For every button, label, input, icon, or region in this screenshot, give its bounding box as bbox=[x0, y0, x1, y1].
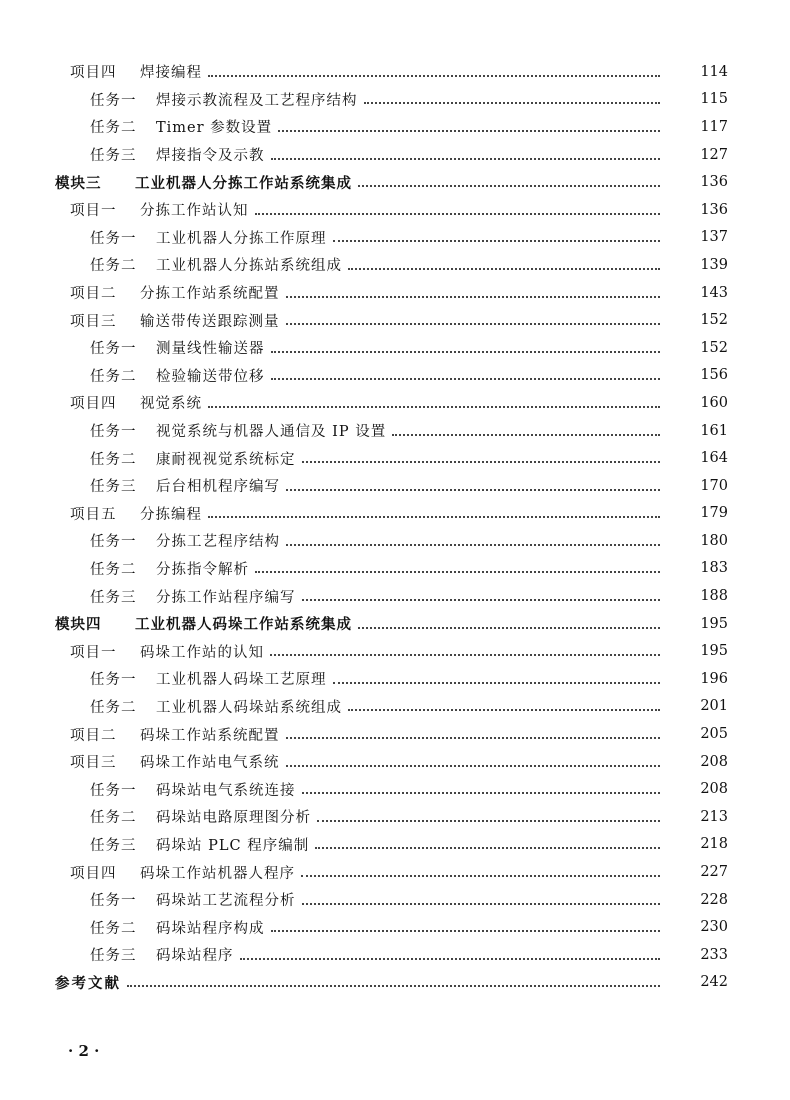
toc-entry-title: 检验输送带位移 bbox=[156, 368, 265, 385]
toc-entry[interactable] bbox=[0, 224, 790, 252]
toc-entry-label: 模块三 bbox=[55, 175, 102, 192]
toc-entry-title: 码垛工作站系统配置 bbox=[140, 727, 280, 744]
toc-entry-page: 156 bbox=[700, 367, 728, 384]
toc-entry[interactable] bbox=[0, 58, 790, 86]
toc-entry[interactable] bbox=[0, 141, 790, 169]
toc-entry-label: 任务一 bbox=[90, 534, 137, 551]
toc-entry-label: 任务一 bbox=[90, 782, 137, 799]
table-of-contents bbox=[0, 58, 790, 996]
toc-entry-title: 后台相机程序编写 bbox=[156, 479, 280, 496]
toc-entry[interactable] bbox=[0, 941, 790, 969]
toc-entry-page: 136 bbox=[700, 174, 728, 191]
toc-entry-title: 码垛站电气系统连接 bbox=[156, 782, 296, 799]
toc-entry[interactable] bbox=[0, 886, 790, 914]
dot-leader bbox=[127, 985, 660, 987]
toc-entry-title: 码垛工作站的认知 bbox=[140, 644, 264, 661]
toc-entry-label: 项目一 bbox=[70, 203, 117, 220]
toc-entry[interactable] bbox=[0, 610, 790, 638]
toc-entry-page: 196 bbox=[700, 670, 728, 687]
toc-entry-label: 项目五 bbox=[70, 506, 117, 523]
toc-entry[interactable] bbox=[0, 527, 790, 555]
toc-entry-label: 任务一 bbox=[90, 893, 137, 910]
toc-entry-label: 任务二 bbox=[90, 120, 137, 137]
toc-entry-page: 242 bbox=[700, 974, 728, 991]
dot-leader bbox=[358, 185, 660, 187]
toc-entry-title: 码垛工作站电气系统 bbox=[140, 755, 280, 772]
dot-leader bbox=[333, 240, 661, 242]
toc-entry-label: 项目四 bbox=[70, 65, 117, 82]
toc-entry-title: 工业机器人分拣站系统组成 bbox=[156, 258, 342, 275]
dot-leader bbox=[286, 296, 661, 298]
toc-entry-page: 137 bbox=[700, 229, 728, 246]
toc-entry-label: 项目四 bbox=[70, 865, 117, 882]
toc-entry[interactable] bbox=[0, 831, 790, 859]
dot-leader bbox=[315, 847, 660, 849]
toc-entry[interactable] bbox=[0, 775, 790, 803]
dot-leader bbox=[301, 875, 660, 877]
toc-entry-title: 焊接编程 bbox=[140, 65, 202, 82]
toc-entry-title: 码垛工作站机器人程序 bbox=[140, 865, 295, 882]
dot-leader bbox=[392, 434, 660, 436]
dot-leader bbox=[271, 930, 661, 932]
toc-entry-page: 152 bbox=[700, 339, 728, 356]
toc-entry[interactable] bbox=[0, 251, 790, 279]
dot-leader bbox=[271, 351, 661, 353]
toc-entry-label: 项目一 bbox=[70, 644, 117, 661]
toc-entry[interactable] bbox=[0, 637, 790, 665]
toc-entry-title: 分拣指令解析 bbox=[156, 561, 249, 578]
toc-entry-page: 152 bbox=[700, 312, 728, 329]
toc-entry-label: 任务二 bbox=[90, 920, 137, 937]
toc-entry-label: 项目二 bbox=[70, 727, 117, 744]
toc-entry-title: 工业机器人分拣工作站系统集成 bbox=[135, 175, 352, 192]
toc-entry-title: 工业机器人码垛工作站系统集成 bbox=[135, 617, 352, 634]
dot-leader bbox=[317, 820, 660, 822]
dot-leader bbox=[240, 958, 661, 960]
toc-entry[interactable] bbox=[0, 168, 790, 196]
toc-entry-page: 201 bbox=[700, 698, 728, 715]
dot-leader bbox=[208, 75, 660, 77]
toc-entry-title: 视觉系统 bbox=[140, 396, 202, 413]
toc-entry-page: 208 bbox=[700, 753, 728, 770]
toc-entry-label: 项目四 bbox=[70, 396, 117, 413]
toc-entry-page: 205 bbox=[700, 726, 728, 743]
toc-entry-page: 183 bbox=[700, 560, 728, 577]
toc-entry[interactable] bbox=[0, 113, 790, 141]
dot-leader bbox=[302, 903, 661, 905]
toc-entry-label: 任务一 bbox=[90, 672, 137, 689]
toc-entry-label: 任务二 bbox=[90, 699, 137, 716]
toc-entry-label: 项目三 bbox=[70, 313, 117, 330]
dot-leader bbox=[286, 323, 661, 325]
toc-entry-label: 任务二 bbox=[90, 451, 137, 468]
toc-entry-page: 136 bbox=[700, 201, 728, 218]
dot-leader bbox=[271, 158, 661, 160]
toc-entry-title: 视觉系统与机器人通信及 IP 设置 bbox=[156, 424, 387, 441]
toc-entry-page: 213 bbox=[700, 808, 728, 825]
toc-entry-page: 195 bbox=[700, 615, 728, 632]
toc-entry-page: 115 bbox=[700, 91, 728, 108]
toc-entry-page: 233 bbox=[700, 946, 728, 963]
toc-entry-title: 测量线性输送器 bbox=[156, 341, 265, 358]
toc-entry-title: 焊接示教流程及工艺程序结构 bbox=[156, 92, 358, 109]
toc-entry[interactable] bbox=[0, 86, 790, 114]
dot-leader bbox=[208, 406, 660, 408]
toc-entry-page: 117 bbox=[700, 118, 728, 135]
toc-entry-title: 工业机器人分拣工作原理 bbox=[156, 230, 327, 247]
toc-entry-page: 218 bbox=[700, 836, 728, 853]
toc-entry-label: 任务二 bbox=[90, 561, 137, 578]
toc-entry-page: 227 bbox=[700, 864, 728, 881]
toc-entry-page: 230 bbox=[700, 919, 728, 936]
dot-leader bbox=[255, 213, 661, 215]
toc-entry-title: 工业机器人码垛站系统组成 bbox=[156, 699, 342, 716]
toc-entry[interactable] bbox=[0, 389, 790, 417]
toc-entry-page: 139 bbox=[700, 256, 728, 273]
toc-entry-label: 任务三 bbox=[90, 589, 137, 606]
toc-entry-page: 164 bbox=[700, 450, 728, 467]
toc-entry[interactable] bbox=[0, 858, 790, 886]
toc-entry-label: 任务二 bbox=[90, 810, 137, 827]
dot-leader bbox=[302, 461, 661, 463]
dot-leader bbox=[286, 544, 660, 546]
dot-leader bbox=[255, 571, 660, 573]
toc-entry-label: 模块四 bbox=[55, 617, 102, 634]
toc-entry-title: 码垛站 PLC 程序编制 bbox=[156, 837, 310, 854]
dot-leader bbox=[208, 516, 660, 518]
toc-entry[interactable] bbox=[0, 196, 790, 224]
toc-entry-label: 任务三 bbox=[90, 837, 137, 854]
toc-entry-label: 任务一 bbox=[90, 341, 137, 358]
toc-entry[interactable] bbox=[0, 334, 790, 362]
toc-entry-label: 任务三 bbox=[90, 948, 137, 965]
toc-entry-page: 170 bbox=[700, 477, 728, 494]
toc-entry[interactable] bbox=[0, 969, 790, 997]
dot-leader bbox=[364, 102, 661, 104]
toc-entry[interactable] bbox=[0, 444, 790, 472]
toc-entry[interactable] bbox=[0, 555, 790, 583]
dot-leader bbox=[302, 599, 661, 601]
toc-entry-page: 127 bbox=[700, 146, 728, 163]
toc-entry-title: 输送带传送跟踪测量 bbox=[140, 313, 280, 330]
toc-entry-title: 康耐视视觉系统标定 bbox=[156, 451, 296, 468]
toc-entry-title: 分拣编程 bbox=[140, 506, 202, 523]
toc-entry-page: 180 bbox=[700, 532, 728, 549]
toc-entry-title: 码垛站工艺流程分析 bbox=[156, 893, 296, 910]
dot-leader bbox=[286, 737, 661, 739]
toc-entry-title: Timer 参数设置 bbox=[156, 120, 273, 137]
dot-leader bbox=[348, 268, 660, 270]
toc-entry-page: 160 bbox=[700, 394, 728, 411]
dot-leader bbox=[270, 654, 660, 656]
dot-leader bbox=[348, 709, 660, 711]
toc-entry-page: 161 bbox=[700, 422, 728, 439]
toc-entry-title: 分拣工作站系统配置 bbox=[140, 286, 280, 303]
dot-leader bbox=[271, 378, 661, 380]
toc-entry-page: 114 bbox=[700, 63, 728, 80]
toc-entry-title: 分拣工作站认知 bbox=[140, 203, 249, 220]
toc-entry-label: 项目二 bbox=[70, 286, 117, 303]
toc-entry[interactable] bbox=[0, 748, 790, 776]
toc-entry-page: 143 bbox=[700, 284, 728, 301]
dot-leader bbox=[278, 130, 660, 132]
toc-entry[interactable] bbox=[0, 362, 790, 390]
toc-entry-page: 179 bbox=[700, 505, 728, 522]
dot-leader bbox=[358, 627, 660, 629]
toc-entry-title: 码垛站电路原理图分析 bbox=[156, 810, 311, 827]
toc-entry-page: 188 bbox=[700, 588, 728, 605]
toc-entry-title: 工业机器人码垛工艺原理 bbox=[156, 672, 327, 689]
toc-entry-page: 228 bbox=[700, 891, 728, 908]
toc-entry-label: 任务三 bbox=[90, 148, 137, 165]
toc-entry-label: 项目三 bbox=[70, 755, 117, 772]
toc-entry-title: 分拣工艺程序结构 bbox=[156, 534, 280, 551]
dot-leader bbox=[286, 489, 660, 491]
toc-entry-label: 任务一 bbox=[90, 92, 137, 109]
toc-entry-title: 码垛站程序构成 bbox=[156, 920, 265, 937]
dot-leader bbox=[286, 765, 661, 767]
toc-entry-title: 分拣工作站程序编写 bbox=[156, 589, 296, 606]
toc-entry-page: 208 bbox=[700, 781, 728, 798]
toc-entry-label: 任务一 bbox=[90, 424, 137, 441]
toc-entry-title: 参考文献 bbox=[55, 975, 121, 992]
toc-entry-label: 任务二 bbox=[90, 258, 137, 275]
toc-entry[interactable] bbox=[0, 720, 790, 748]
toc-entry[interactable] bbox=[0, 913, 790, 941]
toc-entry-label: 任务三 bbox=[90, 479, 137, 496]
toc-entry[interactable] bbox=[0, 665, 790, 693]
toc-entry-title: 焊接指令及示教 bbox=[156, 148, 265, 165]
toc-entry[interactable] bbox=[0, 582, 790, 610]
toc-entry[interactable] bbox=[0, 693, 790, 721]
toc-entry[interactable] bbox=[0, 472, 790, 500]
toc-entry-title: 码垛站程序 bbox=[156, 948, 234, 965]
toc-entry[interactable] bbox=[0, 279, 790, 307]
dot-leader bbox=[333, 682, 661, 684]
dot-leader bbox=[302, 792, 661, 794]
page-number: · 2 · bbox=[68, 1042, 100, 1060]
toc-entry[interactable] bbox=[0, 500, 790, 528]
toc-entry[interactable] bbox=[0, 417, 790, 445]
toc-entry[interactable] bbox=[0, 306, 790, 334]
toc-entry-label: 任务一 bbox=[90, 230, 137, 247]
toc-entry-page: 195 bbox=[700, 643, 728, 660]
toc-entry-label: 任务二 bbox=[90, 368, 137, 385]
toc-entry[interactable] bbox=[0, 803, 790, 831]
